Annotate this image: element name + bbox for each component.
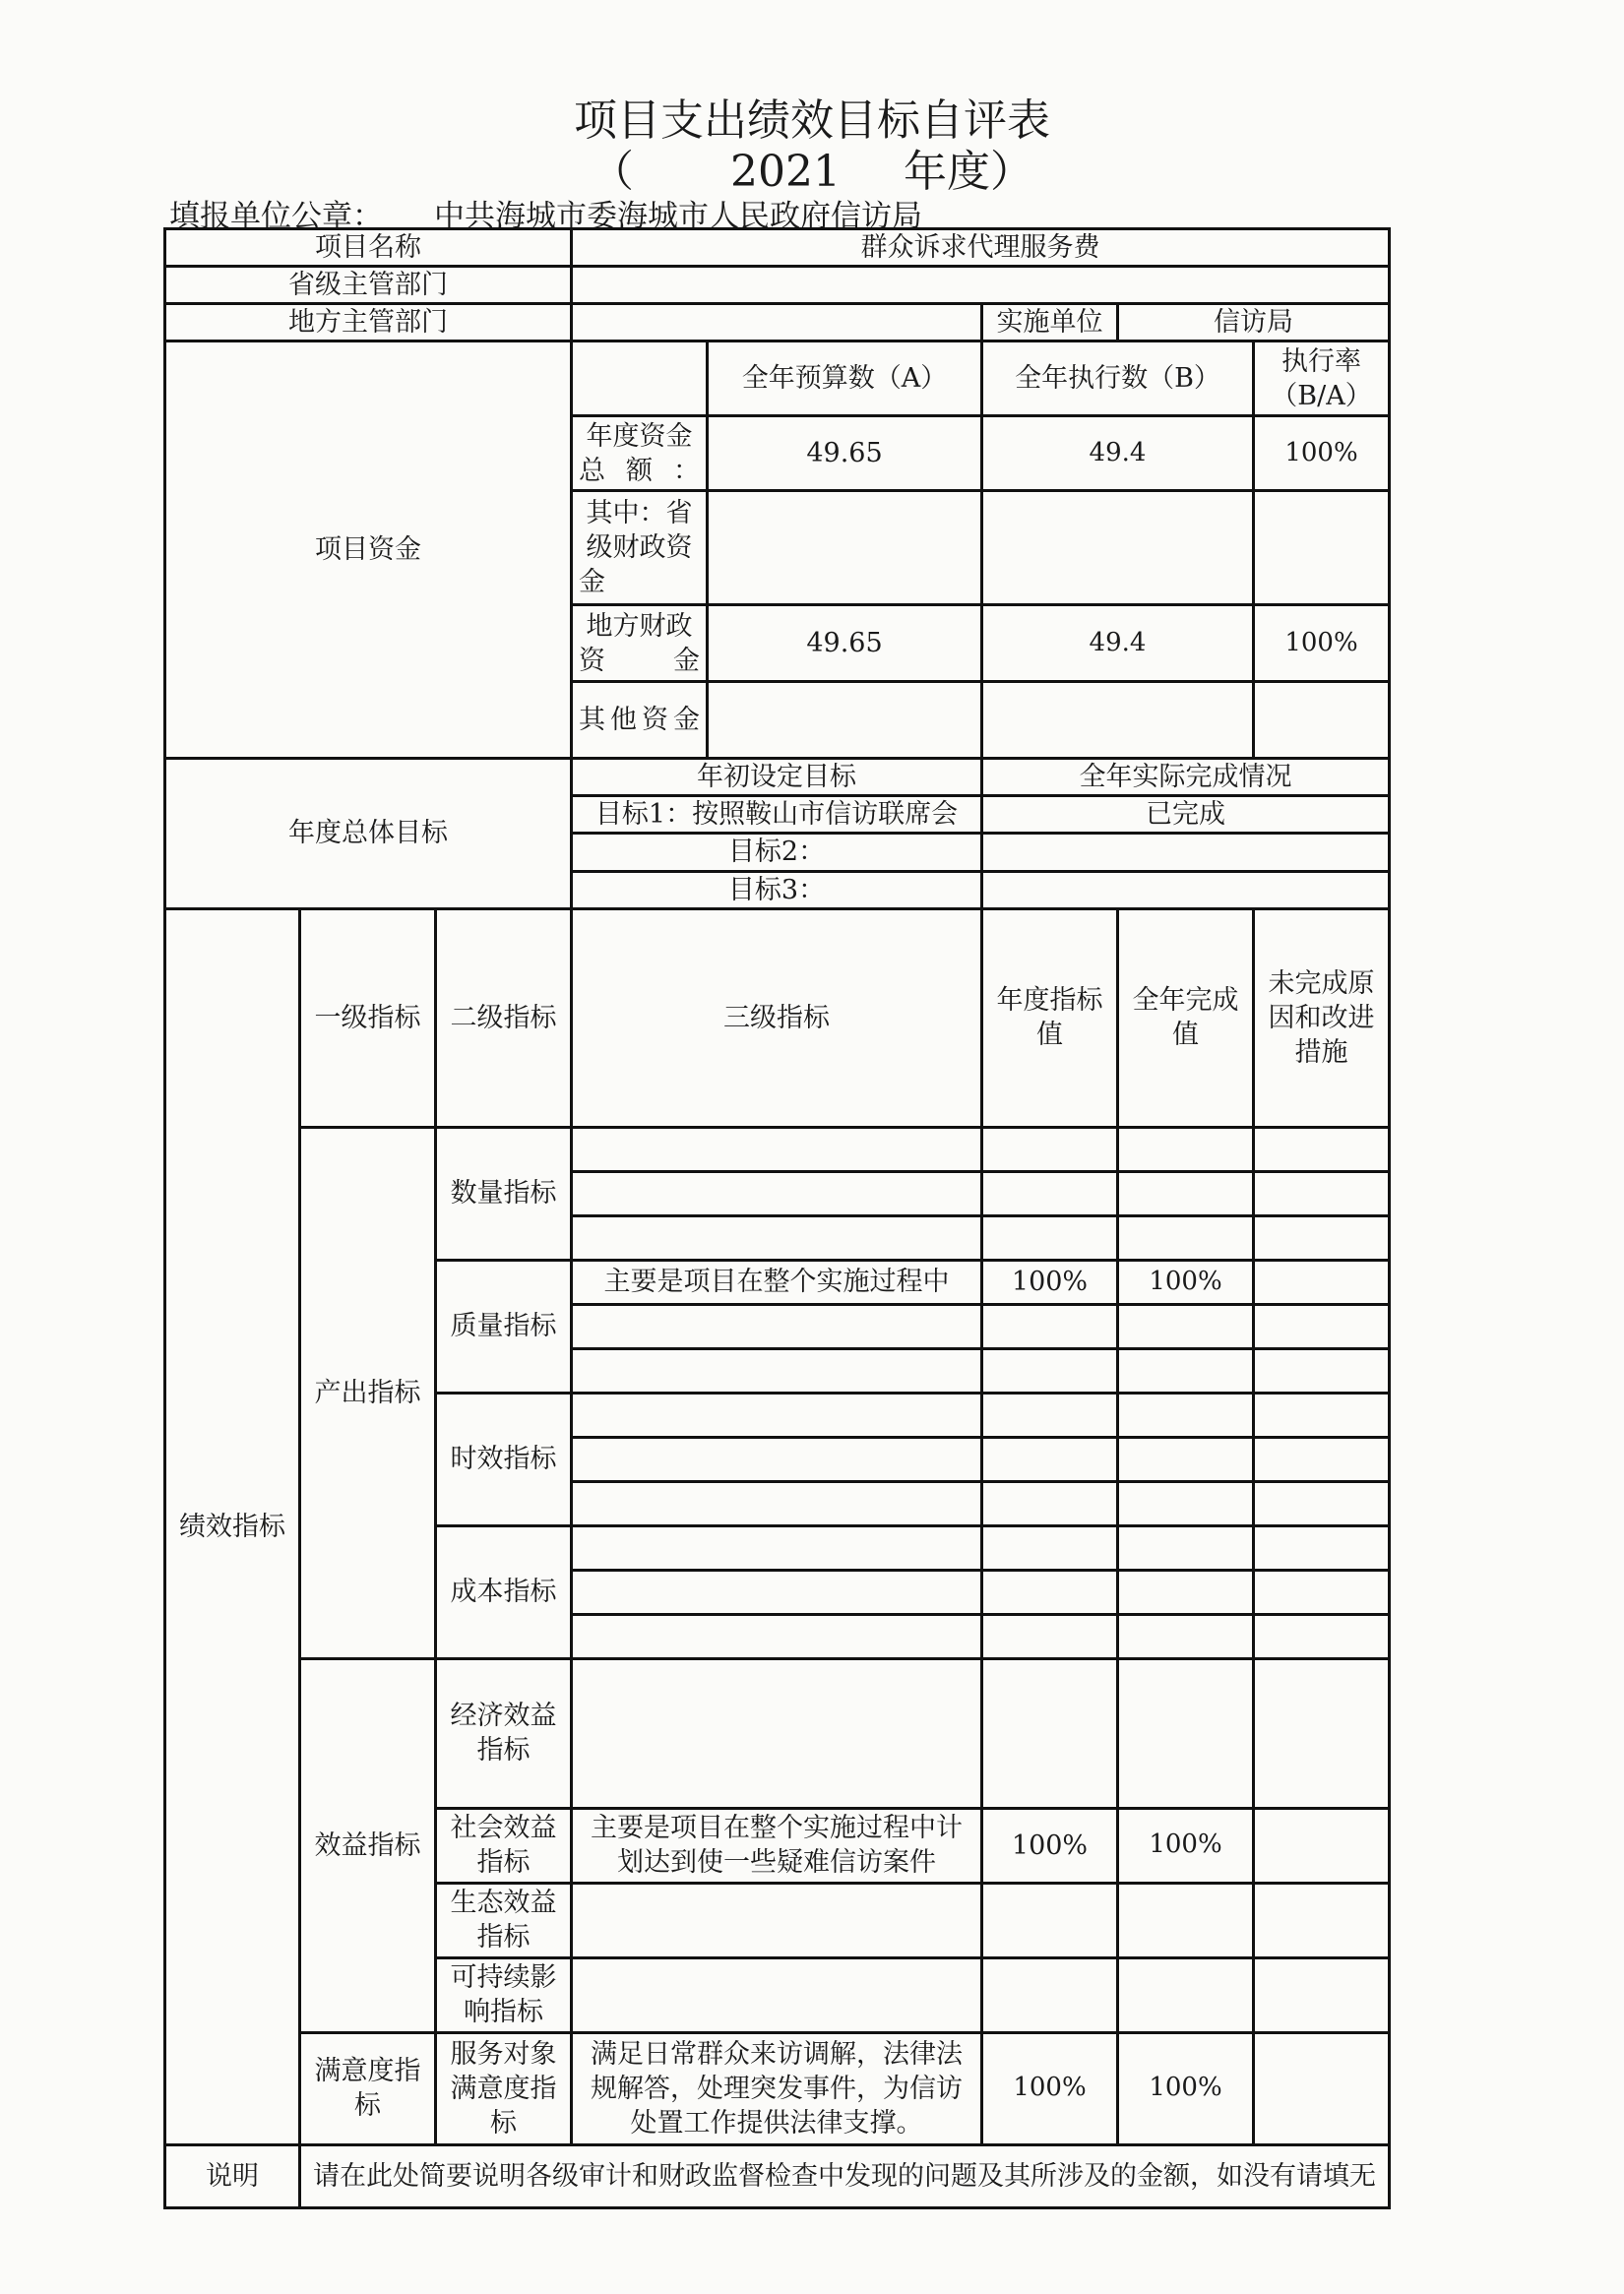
- year-open: （: [591, 147, 634, 197]
- year-suffix: 年度）: [903, 147, 1033, 197]
- social-indicator: 社会效益指标: [436, 1808, 572, 1883]
- l3-cell: [572, 1215, 982, 1260]
- cost-indicator: 成本指标: [436, 1525, 572, 1658]
- col-set-goal: 年初设定目标: [572, 759, 982, 796]
- actual-cell: [1118, 1127, 1254, 1171]
- target-cell: [982, 1481, 1118, 1525]
- l3-cell: [572, 1614, 982, 1658]
- local-dept-label: 地方主管部门: [165, 304, 572, 341]
- reason-cell: [1254, 2032, 1390, 2144]
- l3-cell: [572, 1883, 982, 1957]
- satisfaction-indicator: 服务对象满意度指标: [436, 2032, 572, 2144]
- fund-row-budget: 49.65: [708, 416, 982, 491]
- fund-row-label: 其他资金: [572, 682, 708, 759]
- l3-cell: [572, 1348, 982, 1393]
- actual-cell: [1118, 1883, 1254, 1957]
- goal-target: 目标3：: [572, 871, 982, 908]
- quality-indicator: 质量指标: [436, 1260, 572, 1393]
- l3-cell: [572, 1304, 982, 1348]
- funds-label: 项目资金: [165, 341, 572, 759]
- target-cell: [982, 1304, 1118, 1348]
- impl-unit-value: 信访局: [1118, 304, 1390, 341]
- l3-cell: [572, 1570, 982, 1614]
- project-name-value: 群众诉求代理服务费: [572, 229, 1390, 267]
- quality-text: 主要是项目在整个实施过程中: [572, 1260, 982, 1304]
- fund-row-budget: 49.65: [708, 605, 982, 682]
- target-cell: [982, 1127, 1118, 1171]
- reason-cell: [1254, 1171, 1390, 1215]
- reason-cell: [1254, 1614, 1390, 1658]
- l3-cell: [572, 1957, 982, 2032]
- col-budget: 全年预算数（A）: [708, 341, 982, 416]
- timeliness-indicator: 时效指标: [436, 1393, 572, 1525]
- l3-cell: [572, 1658, 982, 1808]
- target-cell: [982, 1570, 1118, 1614]
- reason-cell: [1254, 1393, 1390, 1437]
- actual-cell: [1118, 1614, 1254, 1658]
- l3-cell: [572, 1127, 982, 1171]
- prov-dept-label: 省级主管部门: [165, 267, 572, 304]
- goal-target: 目标1：按照鞍山市信访联席会: [572, 796, 982, 834]
- col-level1: 一级指标: [300, 908, 436, 1127]
- reason-cell: [1254, 1481, 1390, 1525]
- target-cell: [982, 1614, 1118, 1658]
- actual-cell: [1118, 1481, 1254, 1525]
- social-actual: 100%: [1118, 1808, 1254, 1883]
- fund-row-rate: 100%: [1254, 416, 1390, 491]
- actual-cell: [1118, 1525, 1254, 1570]
- reason-cell: [1254, 1525, 1390, 1570]
- quality-target: 100%: [982, 1260, 1118, 1304]
- goal-target: 目标2：: [572, 834, 982, 871]
- actual-cell: [1118, 1215, 1254, 1260]
- col-exec: 全年执行数（B）: [982, 341, 1254, 416]
- note-label: 说明: [165, 2144, 300, 2207]
- satisfaction-text: 满足日常群众来访调解，法律法规解答，处理突发事件，为信访处置工作提供法律支撑。: [572, 2032, 982, 2144]
- social-target: 100%: [982, 1808, 1118, 1883]
- actual-cell: [1118, 1348, 1254, 1393]
- actual-cell: [1118, 1437, 1254, 1481]
- target-cell: [982, 1658, 1118, 1808]
- fund-row-label: 其中：省级财政资金: [572, 491, 708, 605]
- local-dept-value: [572, 304, 982, 341]
- satisfaction-target: 100%: [982, 2032, 1118, 2144]
- fund-row-exec: 49.4: [982, 416, 1254, 491]
- target-cell: [982, 1215, 1118, 1260]
- target-cell: [982, 1393, 1118, 1437]
- reason-cell: [1254, 1304, 1390, 1348]
- fund-row-label: 地方财政资金: [572, 605, 708, 682]
- goal-actual: [982, 871, 1390, 908]
- actual-cell: [1118, 1658, 1254, 1808]
- reason-cell: [1254, 1215, 1390, 1260]
- l3-cell: [572, 1437, 982, 1481]
- l3-cell: [572, 1481, 982, 1525]
- self-evaluation-table: [163, 227, 1391, 2209]
- col-reason: 未完成原因和改进措施: [1254, 908, 1390, 1127]
- fund-row-label: 年度资金总额：: [572, 416, 708, 491]
- fund-row-rate: [1254, 491, 1390, 605]
- sustainable-indicator: 可持续影响指标: [436, 1957, 572, 2032]
- col-actual: 全年完成值: [1118, 908, 1254, 1127]
- impl-unit-label: 实施单位: [982, 304, 1118, 341]
- reason-cell: [1254, 1658, 1390, 1808]
- actual-cell: [1118, 1957, 1254, 2032]
- l3-cell: [572, 1525, 982, 1570]
- col-level3: 三级指标: [572, 908, 982, 1127]
- year-value: 2021: [730, 147, 841, 197]
- fund-row-exec: [982, 682, 1254, 759]
- satisfaction-actual: 100%: [1118, 2032, 1254, 2144]
- target-cell: [982, 1171, 1118, 1215]
- col-level2: 二级指标: [436, 908, 572, 1127]
- reason-cell: [1254, 1348, 1390, 1393]
- reason-cell: [1254, 1957, 1390, 2032]
- funds-corner: [572, 341, 708, 416]
- fund-row-budget: [708, 682, 982, 759]
- fund-row-rate: [1254, 682, 1390, 759]
- target-cell: [982, 1348, 1118, 1393]
- social-text: 主要是项目在整个实施过程中计划达到使一些疑难信访案件: [572, 1808, 982, 1883]
- output-indicators-label: 产出指标: [300, 1127, 436, 1658]
- reason-cell: [1254, 1570, 1390, 1614]
- indicators-label: 绩效指标: [165, 908, 300, 2144]
- benefit-indicators-label: 效益指标: [300, 1658, 436, 2032]
- project-name-label: 项目名称: [165, 229, 572, 267]
- reason-cell: [1254, 1883, 1390, 1957]
- reason-cell: [1254, 1437, 1390, 1481]
- satisfaction-indicators-label: 满意度指标: [300, 2032, 436, 2144]
- goal-actual: [982, 834, 1390, 871]
- form-title: 项目支出绩效目标自评表: [574, 95, 1050, 146]
- note-text: 请在此处简要说明各级审计和财政监督检查中发现的问题及其所涉及的金额，如没有请填无: [300, 2144, 1390, 2207]
- unit-value: 中共海城市委海城市人民政府信访局: [434, 199, 922, 234]
- col-target: 年度指标值: [982, 908, 1118, 1127]
- goals-label: 年度总体目标: [165, 759, 572, 908]
- reason-cell: [1254, 1127, 1390, 1171]
- form-year: [0, 136, 1624, 199]
- col-actual-goal: 全年实际完成情况: [982, 759, 1390, 796]
- fund-row-exec: [982, 491, 1254, 605]
- actual-cell: [1118, 1304, 1254, 1348]
- unit-label: 填报单位公章：: [169, 199, 383, 234]
- quantity-indicator: 数量指标: [436, 1127, 572, 1260]
- goal-actual: 已完成: [982, 796, 1390, 834]
- fund-row-exec: 49.4: [982, 605, 1254, 682]
- ecological-indicator: 生态效益指标: [436, 1883, 572, 1957]
- reason-cell: [1254, 1808, 1390, 1883]
- target-cell: [982, 1437, 1118, 1481]
- fund-row-budget: [708, 491, 982, 605]
- actual-cell: [1118, 1171, 1254, 1215]
- target-cell: [982, 1525, 1118, 1570]
- col-rate: 执行率（B/A）: [1254, 341, 1390, 416]
- economic-indicator: 经济效益指标: [436, 1658, 572, 1808]
- l3-cell: [572, 1171, 982, 1215]
- prov-dept-value: [572, 267, 1390, 304]
- actual-cell: [1118, 1570, 1254, 1614]
- l3-cell: [572, 1393, 982, 1437]
- target-cell: [982, 1957, 1118, 2032]
- fund-row-rate: 100%: [1254, 605, 1390, 682]
- quality-actual: 100%: [1118, 1260, 1254, 1304]
- target-cell: [982, 1883, 1118, 1957]
- reason-cell: [1254, 1260, 1390, 1304]
- actual-cell: [1118, 1393, 1254, 1437]
